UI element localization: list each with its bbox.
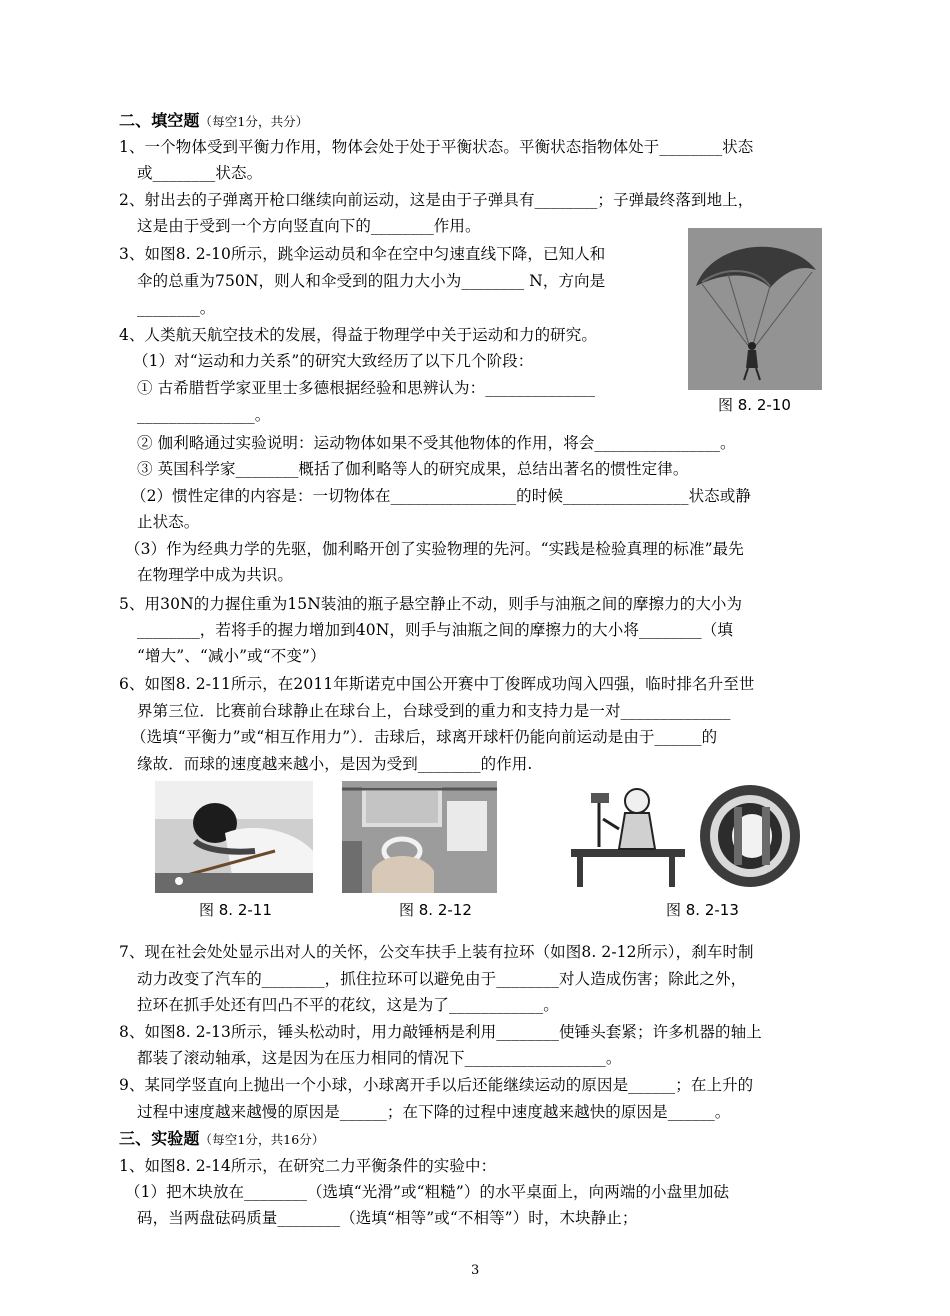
q9-line-2: 过程中速度越来越慢的原因是______；在下降的过程中速度越来越快的原因是______。: [137, 1103, 731, 1121]
q3-line-3: ________。: [137, 299, 216, 317]
page-number: 3: [471, 1263, 480, 1278]
q4-line-9: （3）作为经典力学的先驱，伽利略开创了实验物理的先河。“实践是检验真理的标准”最先: [125, 540, 744, 558]
q2-line-2: 这是由于受到一个方向竖直向下的________作用。: [137, 217, 481, 235]
figure-8-2-11-snooker: [155, 781, 313, 893]
figure-8-2-10-caption: 图 8. 2-10: [718, 396, 791, 414]
q9-line-1: 9、某同学竖直向上抛出一个小球，小球离开手以后还能继续运动的原因是______；在上升的: [119, 1076, 754, 1094]
section-3-heading: [119, 1128, 324, 1151]
q4-line-6: ③ 英国科学家________概括了伽利略等人的研究成果，总结出著名的惯性定律。: [137, 460, 689, 478]
q7-line-1: 7、现在社会处处显示出对人的关怀，公交车扶手上装有拉环（如图8. 2-12所示），刹车时制: [119, 943, 754, 961]
q4-line-4: _______________。: [137, 406, 271, 424]
figure-8-2-13-hammer: [569, 779, 687, 891]
q4-line-10: 在物理学中成为共识。: [137, 566, 294, 584]
q4-line-3: ① 古希腊哲学家亚里士多德根据经验和思辨认为：______________: [137, 379, 596, 397]
q6-line-3: （选填“平衡力”或“相互作用力”）．击球后，球离开球杆仍能向前运动是由于______的: [131, 728, 718, 746]
section-3-score: （每空1分，共16分）: [199, 1132, 325, 1147]
q6-line-4: 缘故．而球的速度越来越小，是因为受到________的作用.: [137, 755, 533, 773]
q4-line-7: （2）惯性定律的内容是：一切物体在________________的时候________________状态或静: [131, 487, 751, 505]
figure-8-2-13-bearing: [698, 783, 802, 889]
figure-8-2-10-parachute: [688, 228, 822, 390]
q6-line-2: 界第三位．比赛前台球静止在球台上，台球受到的重力和支持力是一对______________: [137, 702, 731, 720]
section-3-title: 三、实验题: [119, 1129, 200, 1148]
q7-line-2: 动力改变了汽车的________，抓住拉环可以避免由于________对人造成伤害；除此之外，: [137, 970, 747, 988]
exp-q1-line-3: 码，当两盘砝码质量________（选填“相等”或“不相等”）时，木块静止；: [137, 1209, 638, 1227]
figure-8-2-13-caption: 图 8. 2-13: [666, 901, 739, 919]
figure-8-2-12-bus-handle: [342, 781, 497, 893]
q8-line-2: 都装了滚动轴承，这是因为在压力相同的情况下__________________。: [137, 1049, 622, 1067]
q4-line-5: ② 伽利略通过实验说明：运动物体如果不受其他物体的作用，将会________________。: [137, 434, 736, 452]
q1-line-1: 1、一个物体受到平衡力作用，物体会处于处于平衡状态。平衡状态指物体处于________状态: [119, 138, 754, 156]
figure-8-2-11-caption: 图 8. 2-11: [199, 901, 272, 919]
q3-line-2: 伞的总重为750N，则人和伞受到的阻力大小为________ N，方向是: [137, 272, 606, 290]
q5-line-2: ________，若将手的握力增加到40N，则手与油瓶之间的摩擦力的大小将________（填: [137, 621, 733, 639]
figure-8-2-12-caption: 图 8. 2-12: [399, 901, 472, 919]
section-2-score: （每空1分，共分）: [199, 114, 309, 129]
q8-line-1: 8、如图8. 2-13所示，锤头松动时，用力敲锤柄是利用________使锤头套紧；许多机器的轴上: [119, 1023, 762, 1041]
q4-line-2: （1）对“运动和力关系”的研究大致经历了以下几个阶段：: [133, 352, 534, 370]
exp-q1-line-1: 1、如图8. 2-14所示，在研究二力平衡条件的实验中：: [119, 1157, 497, 1175]
q4-line-8: 止状态。: [137, 513, 200, 531]
q7-line-3: 拉环在抓手处还有凹凸不平的花纹，这是为了____________。: [137, 996, 559, 1014]
q3-line-1: 3、如图8. 2-10所示，跳伞运动员和伞在空中匀速直线下降，已知人和: [119, 245, 606, 263]
q5-line-3: “增大”、“减小”或“不变”）: [137, 647, 326, 665]
exp-q1-line-2: （1）把木块放在________（选填“光滑”或“粗糙”）的水平桌面上，向两端的小盘里加砝: [125, 1183, 730, 1201]
section-2-title: 二、填空题: [119, 111, 200, 130]
q2-line-1: 2、射出去的子弹离开枪口继续向前运动，这是由于子弹具有________；子弹最终落到地上，: [119, 191, 754, 209]
q5-line-1: 5、用30N的力握住重为15N装油的瓶子悬空静止不动，则手与油瓶之间的摩擦力的大小为: [119, 595, 743, 613]
section-2-heading: [119, 110, 308, 133]
q4-line-1: 4、人类航天航空技术的发展，得益于物理学中关于运动和力的研究。: [119, 326, 597, 344]
q1-line-2: 或________状态。: [137, 164, 263, 182]
q6-line-1: 6、如图8. 2-11所示，在2011年斯诺克中国公开赛中丁俊晖成功闯入四强，临时排名升至世: [119, 675, 755, 693]
